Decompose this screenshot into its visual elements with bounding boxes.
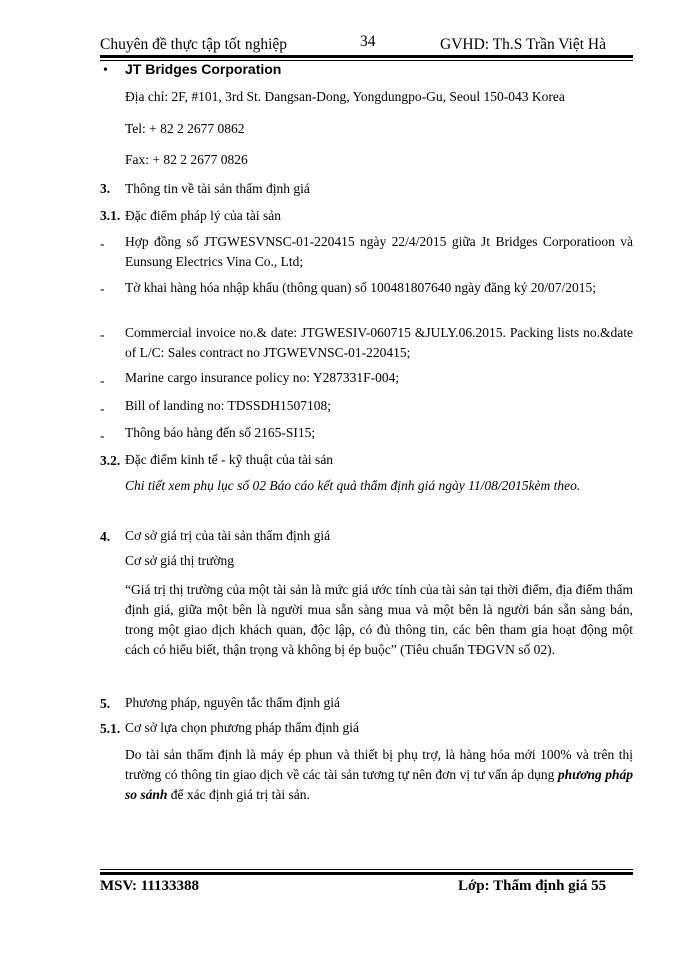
header-left: Chuyên đề thực tập tốt nghiệp xyxy=(100,36,288,53)
legal-item: Bill of landing no: TDSSDH1507108; xyxy=(125,398,332,413)
legal-item: Marine cargo insurance policy no: Y287331F-004; xyxy=(125,370,400,385)
footer-class: Lớp: Thẩm định giá 55 xyxy=(458,878,607,894)
company-tel: Tel: + 82 2 2677 0862 xyxy=(125,121,245,136)
legal-item: Hợp đồng số JTGWESVNSC-01-220415 ngày 22/4/2015 giữa Jt Bridges Corporatioon và Eunsung Electrics Vina Co., Ltd; xyxy=(125,234,633,269)
sec5-title: Phương pháp, nguyên tắc thẩm định giá xyxy=(125,695,341,710)
sec32-title: Đặc điểm kinh tế - kỹ thuật của tài sản xyxy=(125,452,334,467)
header-rule-thick xyxy=(100,55,633,58)
sec51-body-emphasis: phương pháp so sánh xyxy=(125,767,633,802)
dash-icon: - xyxy=(100,281,105,296)
sec4-number: 4. xyxy=(100,529,111,544)
sec51-body-text: Do tài sản thẩm định là máy ép phun và thiết bị phụ trợ, là hàng hóa mới 100% và trên thị trường có thông tin giao dịch về các tài sản tương tự nên đơn vị tư vấn áp dụng xyxy=(125,747,633,782)
sec51-body-text-end: để xác định giá trị tài sản. xyxy=(167,787,310,802)
sec51-number: 5.1. xyxy=(100,721,121,736)
dash-icon: - xyxy=(100,401,105,416)
sec4-quote: “Giá trị thị trường của một tài sản là mức giá ước tính của tài sản tại thời điểm, địa điểm thẩm định giá, giữa một bên là người mua sẵn sàng mua và một bên là người bán sẵn sàng bán, trong một giao dịch khách quan, độc lập, có đủ thông tin, các bên tham gia hoạt động một cách có hiểu biết, thận trọng và không bị ép buộc” (Tiêu chuẩn TĐGVN số 02). xyxy=(125,582,633,657)
sec3-title: Thông tin về tài sản thẩm định giá xyxy=(125,181,310,196)
dash-icon: - xyxy=(100,327,105,342)
legal-item: Commercial invoice no.& date: JTGWESIV-060715 &JULY.06.2015. Packing lists no.&date of L/C: Sales contract no JTGWEVNSC-01-220415; xyxy=(125,325,633,360)
dash-icon: - xyxy=(100,373,105,388)
legal-item: Tờ khai hàng hóa nhập khẩu (thông quan) số 100481807640 ngày đăng ký 20/07/2015; xyxy=(125,280,596,295)
sec51-body xyxy=(125,745,633,805)
sec4-subtitle: Cơ sở giá thị trường xyxy=(125,553,234,568)
sec32-number: 3.2. xyxy=(100,453,121,468)
sec32-note: Chi tiết xem phụ lục số 02 Báo cáo kết quả thẩm định giá ngày 11/08/2015kèm theo. xyxy=(125,478,581,493)
sec31-number: 3.1. xyxy=(100,208,121,223)
company-address: Địa chỉ: 2F, #101, 3rd St. Dangsan-Dong, Yongdungpo-Gu, Seoul 150-043 Korea xyxy=(125,89,565,104)
header-right: GVHD: Th.S Trần Việt Hà xyxy=(440,36,606,53)
company-fax: Fax: + 82 2 2677 0826 xyxy=(125,152,248,167)
sec5-number: 5. xyxy=(100,696,111,711)
sec4-title: Cơ sở giá trị của tài sản thẩm định giá xyxy=(125,528,331,543)
footer-student-id: MSV: 11133388 xyxy=(100,878,200,894)
sec3-number: 3. xyxy=(100,181,111,196)
sec51-title: Cơ sở lựa chọn phương pháp thẩm định giá xyxy=(125,720,360,735)
sec31-title: Đặc điểm pháp lý của tài sản xyxy=(125,208,281,223)
dash-icon: - xyxy=(100,428,105,443)
footer-rule-thin xyxy=(100,869,633,870)
bullet-icon: • xyxy=(103,63,108,78)
page-number: 34 xyxy=(360,33,376,50)
dash-icon: - xyxy=(100,236,105,251)
legal-item: Thông báo hàng đến số 2165-SI15; xyxy=(125,425,316,440)
company-name: JT Bridges Corporation xyxy=(125,61,282,77)
footer-rule-thick xyxy=(100,872,633,875)
